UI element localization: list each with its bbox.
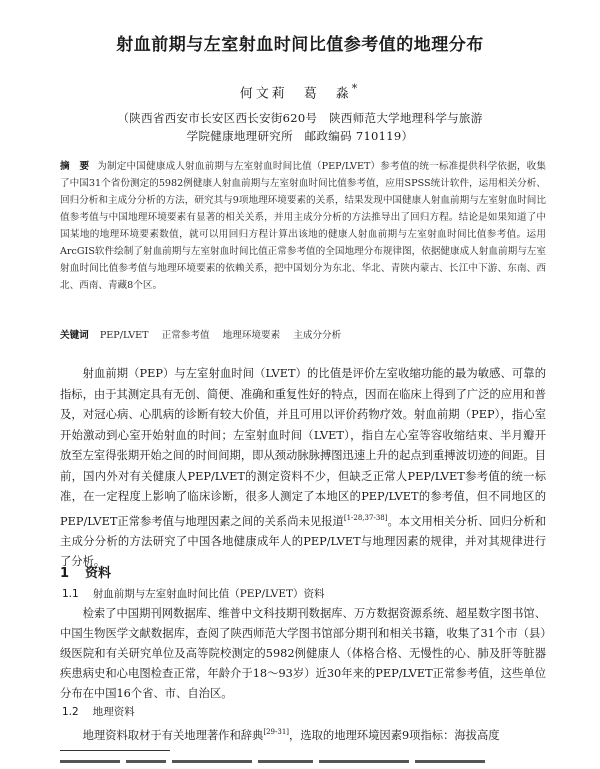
keywords-label: 关键词 — [60, 330, 89, 341]
author-mark: * — [351, 82, 361, 95]
subsection-heading — [62, 704, 135, 719]
section-number: 1 — [60, 566, 70, 581]
subsection-title: 地理资料 — [92, 706, 135, 718]
abstract-text: 为制定中国健康成人射血前期与左室射血时间比值（PEP/LVET）参考值的统一标准提供科学依据，收集了中国31个省份测定的5982例健康人射血前期与左室射血时间比值参考值，应用SPSS统计软件，运用相关分析、回归分析和主成分分析的方法，研究其与9项地理环境要素的关系，结果发现中国健康人射血前期与左室射血时间比值参考值与中国地理环境要素有显著的相关关系，并用主成分分析的方法推导出了回归方程。结论是如果知道了中国某地的地理环境要素数值，就可以用回归方程计算出该地的健康人射血前期与左室射血时间比值参考值。运用ArcGIS软件绘制了射血前期与左室射血时间比值正常参考值的全国地理分布规律图，依据健康成人射血前期与左室射血时间比值参考值与地理环境要素的依赖关系，把中国划分为东北、华北、青陕内蒙古、长江中下游、东南、西北、西南、青藏8个区。 — [60, 161, 547, 291]
geo-text-tail: ，选取的地理环境因素9项指标：海拔高度 — [289, 728, 500, 742]
geo-paragraph — [60, 722, 546, 746]
author-line — [0, 82, 600, 101]
affiliation-line-2: 学院健康地理研究所 邮政编码 710119） — [186, 129, 414, 143]
keyword: PEP/LVET — [99, 330, 149, 341]
intro-text: 射血前期（PEP）与左室射血时间（LVET）的比值是评价左室收缩功能的最为敏感、可靠的指标，由于其测定具有无创、简便、准确和重复性好的特点，因而在临床上得到了广泛的应用和普及，对冠心病、心肌病的诊断有较大价值，并且可用以评价药物疗效。射血前期（PEP），指心室开始激动到心室开始射血的时间；左室射血时间（LVET），指自左心室等容收缩结束、半月瓣开放至左室得张期开始之间的时间间期，即从颈动脉脉搏图迅速上升的起点到重搏波切迹的间距。目前，国内外对有关健康人PEP/LVET的测定资料不少，但缺乏正常人PEP/LVET参考值的统一标准，在一定程度上影响了临床诊断，很多人测定了本地区的PEP/LVET的参考值，但不同地区的PEP/LVET正常参考值与地理因素之间的关系尚未见报道 — [60, 367, 546, 528]
author-names: 何文莉 葛 淼 — [239, 86, 352, 102]
keywords — [60, 327, 546, 344]
intro-paragraph — [60, 364, 546, 573]
geo-text: 地理资料取材于有关地理著作和辞典 — [82, 728, 264, 742]
subsection-number: 1.2 — [62, 706, 79, 718]
section-title: 资料 — [85, 566, 112, 581]
intro-tail: 。本文用相关分析、回归分析和主成分分析的方法研究了中国各地健康成年人的PEP/LVET与地理因素的规律，并对其规律进行了分析。 — [60, 514, 546, 569]
footnote-fragment — [60, 760, 546, 768]
citation: [1-28,37-38] — [343, 513, 388, 522]
abstract — [60, 158, 546, 294]
keyword: 地理环境要素 — [222, 330, 281, 341]
affiliation-line-1: （陕西省西安市长安区西长安街620号 陕西师范大学地理科学与旅游 — [117, 111, 483, 125]
keyword: 主成分分析 — [293, 330, 342, 341]
abstract-label: 摘 要 — [60, 161, 90, 172]
footnote-rule — [60, 750, 170, 751]
subsection-number: 1.1 — [62, 588, 79, 600]
keyword: 正常参考值 — [161, 330, 210, 341]
section-heading — [60, 562, 111, 581]
paper-title: 射血前期与左室射血时间比值参考值的地理分布 — [116, 35, 484, 55]
subsection-title: 射血前期与左室射血时间比值（PEP/LVET）资料 — [92, 588, 325, 600]
data-paragraph: 检索了中国期刊网数据库、维普中文科技期刊数据库、万方数据资源系统、超星数字图书馆、中国生物医学文献数据库，查阅了陕西师范大学图书馆部分期刊和相关书籍，收集了31个市（县）级医院和有关研究单位及高等院校测定的5982例健康人（体格合格、无慢性的心、肺及肝等脏器疾患病史和心电图检查正常，年龄介于18～93岁）近30年来的PEP/LVET正常参考值，这些单位分布在中国16个省、市、自治区。 — [60, 607, 546, 700]
subsection-heading — [62, 586, 325, 601]
citation: [29-31] — [263, 728, 290, 736]
